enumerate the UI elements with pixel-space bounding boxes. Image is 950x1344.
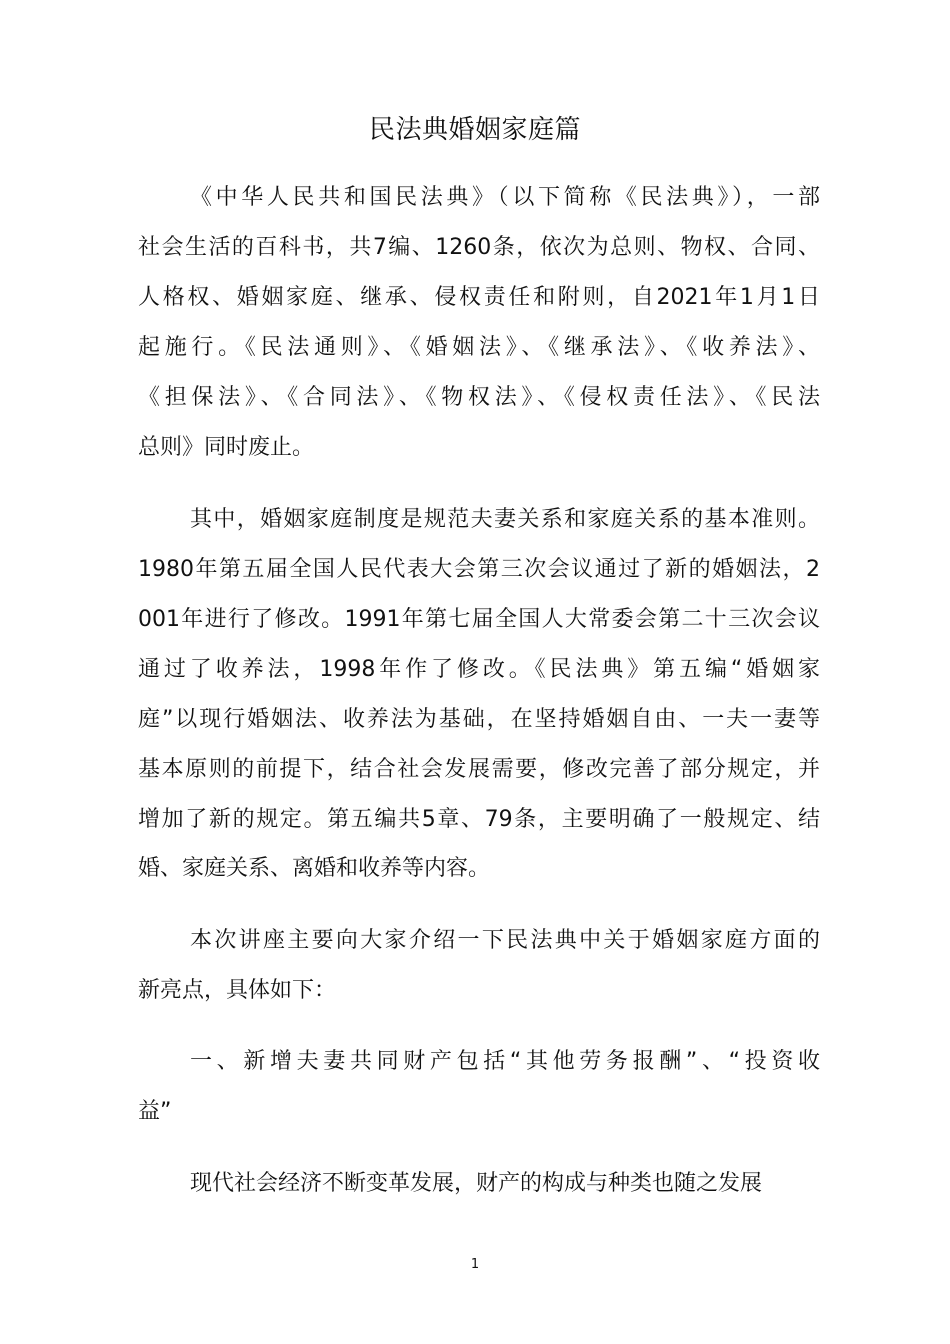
paragraph-2-line-1: 其中，婚姻家庭制度是规范夫妻关系和家庭关系的基本准则。 xyxy=(190,507,820,532)
paragraph-1-line-1: 《中华人民共和国民法典》（以下简称《民法典》），一部 xyxy=(190,185,820,210)
paragraph-1-line-3: 人格权、婚姻家庭、继承、侵权责任和附则，自2021年1月1日 xyxy=(138,285,820,310)
section-heading-line-2: 益” xyxy=(138,1099,172,1124)
paragraph-1-line-6: 总则》同时废止。 xyxy=(138,435,315,460)
section-heading-line-1: 一、新增夫妻共同财产包括“其他劳务报酬”、“投资收 xyxy=(190,1049,820,1074)
paragraph-3-line-1: 本次讲座主要向大家介绍一下民法典中关于婚姻家庭方面的 xyxy=(190,928,820,953)
paragraph-2-line-2: 1980年第五届全国人民代表大会第三次会议通过了新的婚姻法，2 xyxy=(138,557,820,582)
paragraph-2-line-8: 婚、家庭关系、离婚和收养等内容。 xyxy=(138,856,491,881)
paragraph-3-line-2: 新亮点，具体如下： xyxy=(138,978,337,1003)
paragraph-2-line-5: 庭”以现行婚姻法、收养法为基础，在坚持婚姻自由、一夫一妻等 xyxy=(138,707,820,732)
paragraph-1-line-2: 社会生活的百科书，共7编、1260条，依次为总则、物权、合同、 xyxy=(138,235,820,260)
page-number: 1 xyxy=(470,1257,480,1272)
paragraph-2-line-6: 基本原则的前提下，结合社会发展需要，修改完善了部分规定，并 xyxy=(138,757,820,782)
paragraph-1-line-4: 起施行。《民法通则》、《婚姻法》、《继承法》、《收养法》、 xyxy=(138,335,820,360)
paragraph-2-line-4: 通过了收养法，1998年作了修改。《民法典》第五编“婚姻家 xyxy=(138,657,820,682)
paragraph-2-line-7: 增加了新的规定。第五编共5章、79条，主要明确了一般规定、结 xyxy=(138,807,820,832)
document-title: 民法典婚姻家庭篇 xyxy=(368,115,581,145)
paragraph-5-line-1: 现代社会经济不断变革发展，财产的构成与种类也随之发展 xyxy=(190,1171,763,1196)
paragraph-1-line-5: 《担保法》、《合同法》、《物权法》、《侵权责任法》、《民法 xyxy=(138,385,820,410)
paragraph-2-line-3: 001年进行了修改。1991年第七届全国人大常委会第二十三次会议 xyxy=(138,607,820,632)
